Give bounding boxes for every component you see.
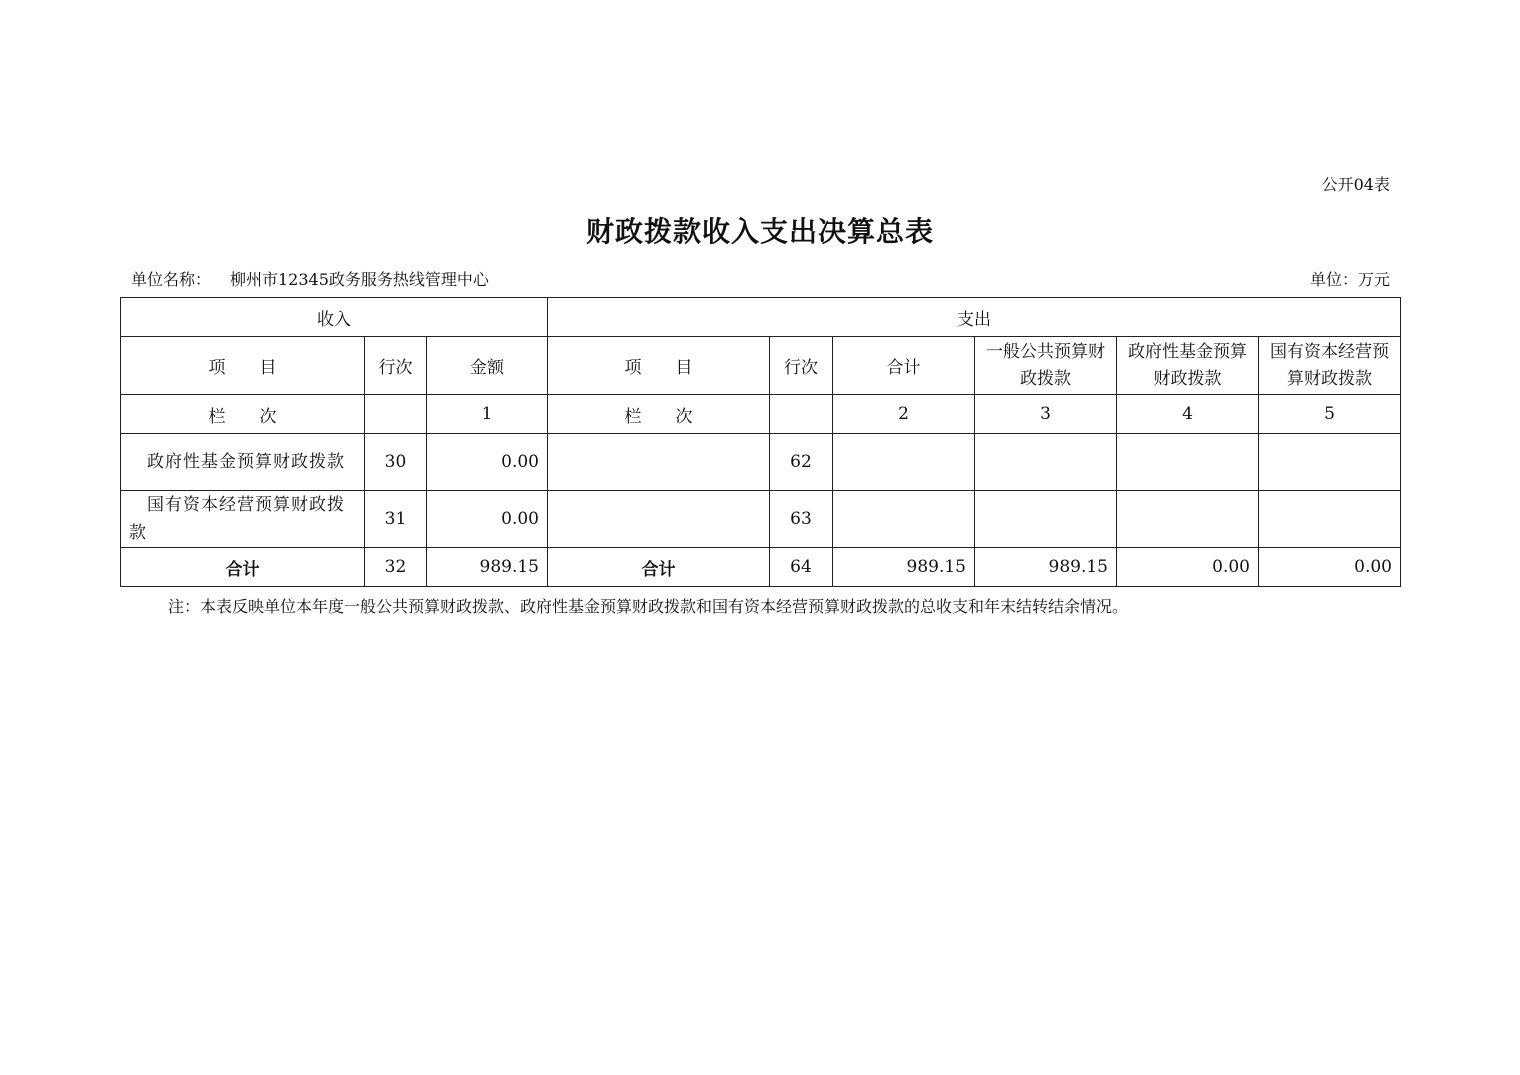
income-amount: 0.00 <box>427 434 548 491</box>
expense-fund <box>1117 434 1259 491</box>
expense-total-general: 989.15 <box>975 548 1117 587</box>
unit-label: 单位：万元 <box>1309 270 1390 289</box>
expense-total <box>833 491 975 548</box>
table-row <box>121 434 1401 491</box>
expense-total-state: 0.00 <box>1259 548 1401 587</box>
income-amount: 0.00 <box>427 491 548 548</box>
column-number-row <box>121 395 1401 434</box>
col-expense-item: 项 目 <box>548 337 770 395</box>
income-item: 国有资本经营预算财政拨款 <box>121 491 365 548</box>
income-total-label: 合计 <box>121 548 365 587</box>
column-number: 1 <box>427 395 548 434</box>
table-row <box>121 491 1401 548</box>
expense-state <box>1259 434 1401 491</box>
column-header-row <box>121 337 1401 395</box>
column-number: 2 <box>833 395 975 434</box>
expense-total-label: 合计 <box>548 548 770 587</box>
expense-item <box>548 491 770 548</box>
column-number: 5 <box>1259 395 1401 434</box>
form-code: 公开04表 <box>1321 175 1390 194</box>
col-general: 一般公共预算财政拨款 <box>975 337 1117 395</box>
expense-state <box>1259 491 1401 548</box>
expense-general <box>975 434 1117 491</box>
income-item: 政府性基金预算财政拨款 <box>121 434 365 491</box>
empty-cell <box>365 395 427 434</box>
column-number: 3 <box>975 395 1117 434</box>
income-line: 31 <box>365 491 427 548</box>
section-header-row <box>121 298 1401 337</box>
col-state: 国有资本经营预算财政拨款 <box>1259 337 1401 395</box>
expense-line: 62 <box>770 434 833 491</box>
expense-total-fund: 0.00 <box>1117 548 1259 587</box>
column-number: 4 <box>1117 395 1259 434</box>
col-income-item: 项 目 <box>121 337 365 395</box>
expense-total <box>833 434 975 491</box>
income-total-amount: 989.15 <box>427 548 548 587</box>
financial-table <box>120 297 1401 587</box>
col-expense-line: 行次 <box>770 337 833 395</box>
col-income-line: 行次 <box>365 337 427 395</box>
unit-name-label: 单位名称： <box>131 270 212 289</box>
expense-line: 63 <box>770 491 833 548</box>
table-note: 注：本表反映单位本年度一般公共预算财政拨款、政府性基金预算财政拨款和国有资本经营预算财政拨款的总收支和年末结转结余情况。 <box>168 597 1129 616</box>
page-title: 财政拨款收入支出决算总表 <box>585 215 934 248</box>
expense-fund <box>1117 491 1259 548</box>
total-row <box>121 548 1401 587</box>
expense-total-sum: 989.15 <box>833 548 975 587</box>
empty-cell <box>770 395 833 434</box>
col-income-amount: 金额 <box>427 337 548 395</box>
col-total: 合计 <box>833 337 975 395</box>
section-expense: 支出 <box>548 298 1401 337</box>
col-fund: 政府性基金预算财政拨款 <box>1117 337 1259 395</box>
income-total-line: 32 <box>365 548 427 587</box>
expense-item <box>548 434 770 491</box>
expense-general <box>975 491 1117 548</box>
income-line: 30 <box>365 434 427 491</box>
section-income: 收入 <box>121 298 548 337</box>
column-label-income: 栏 次 <box>121 395 365 434</box>
expense-total-line: 64 <box>770 548 833 587</box>
unit-name-value: 柳州市12345政务服务热线管理中心 <box>230 270 489 289</box>
column-label-expense: 栏 次 <box>548 395 770 434</box>
